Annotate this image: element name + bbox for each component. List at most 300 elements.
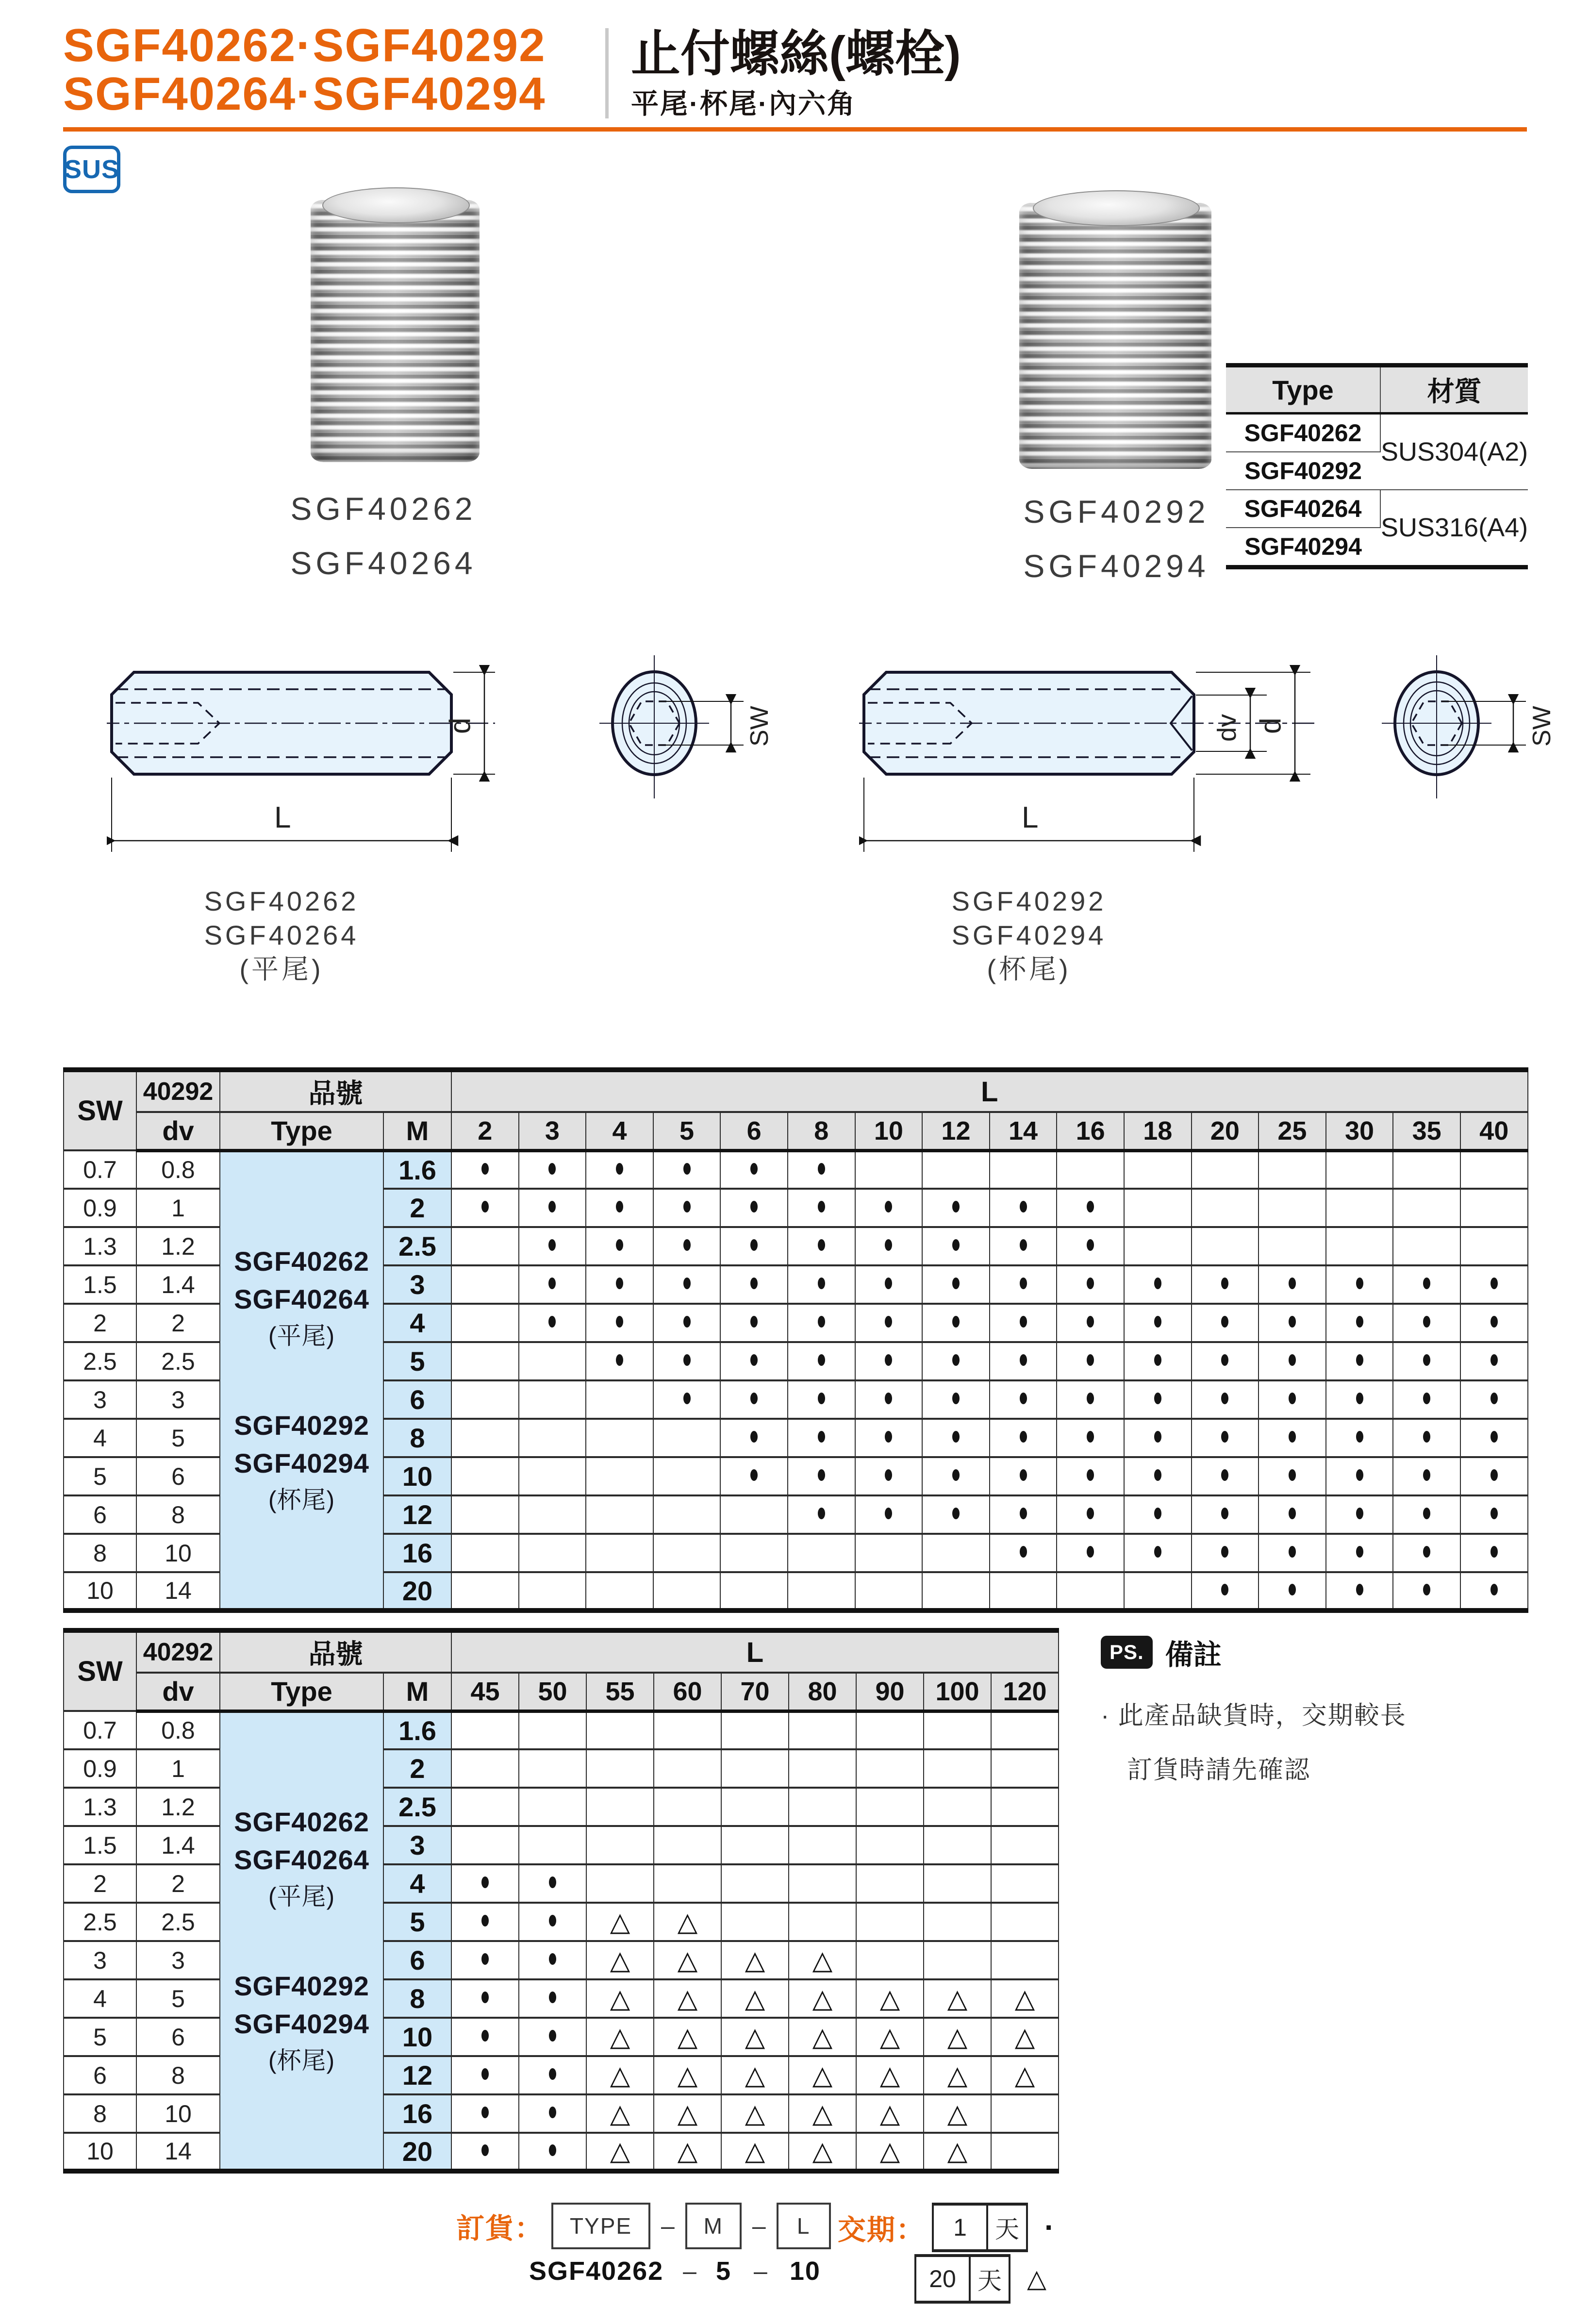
availability-dot: [750, 1201, 758, 1212]
availability-cell: [519, 1304, 586, 1342]
availability-dot: [1020, 1278, 1027, 1289]
availability-cell: [1259, 1534, 1326, 1572]
availability-cell: [1393, 1457, 1460, 1495]
availability-cell: [451, 1495, 519, 1534]
availability-cell: [1460, 1457, 1528, 1495]
col-header-part-no: 品號: [220, 1630, 451, 1673]
availability-dot: [1020, 1354, 1027, 1366]
availability-cell: [519, 1788, 586, 1826]
availability-dot: [885, 1393, 892, 1404]
availability-cell: [789, 1788, 856, 1826]
availability-dot: [1423, 1354, 1430, 1366]
availability-cell: [922, 1342, 990, 1380]
availability-cell: [855, 1534, 923, 1572]
availability-cell: [654, 1864, 721, 1903]
dv-value: 3: [136, 1380, 220, 1419]
availability-cell: [720, 1227, 788, 1265]
availability-cell: [1326, 1227, 1393, 1265]
col-header-length: 20: [1192, 1112, 1259, 1150]
availability-cell: [789, 2056, 856, 2094]
availability-cell: [788, 1380, 855, 1419]
availability-dot: [1020, 1201, 1027, 1212]
availability-cell: [721, 1749, 789, 1788]
availability-dot: [1221, 1508, 1228, 1519]
availability-dot: [1289, 1431, 1296, 1443]
availability-cell: [586, 1265, 653, 1304]
availability-cell: [586, 1749, 654, 1788]
availability-triangle: △: [812, 1944, 833, 1975]
availability-dot: [1289, 1584, 1296, 1595]
availability-dot: [548, 1239, 556, 1251]
availability-dot: [818, 1163, 825, 1175]
availability-cell: [1460, 1495, 1528, 1534]
availability-cell: [720, 1419, 788, 1457]
availability-dot: [1221, 1584, 1228, 1595]
example-type: SGF40262: [529, 2257, 664, 2286]
availability-triangle: △: [1014, 2059, 1035, 2091]
availability-cell: [990, 1227, 1057, 1265]
availability-cell: [1259, 1150, 1326, 1189]
code-line-2: SGF40264·SGF40294: [63, 68, 546, 120]
availability-dot: [750, 1163, 758, 1175]
availability-cell: [451, 1979, 519, 2018]
availability-cell: [991, 1749, 1059, 1788]
availability-cell: [1192, 1265, 1259, 1304]
availability-dot: [885, 1239, 892, 1251]
availability-cell: [720, 1342, 788, 1380]
availability-cell: [855, 1495, 923, 1534]
dv-value: 8: [136, 1495, 220, 1534]
availability-cell: [1192, 1380, 1259, 1419]
availability-triangle: △: [1014, 2021, 1035, 2052]
sus-badge: SUS: [63, 146, 120, 193]
sw-value: 1.5: [64, 1826, 136, 1864]
sw-value: 6: [64, 1495, 136, 1534]
availability-cell: [653, 1304, 721, 1342]
availability-dot: [481, 2030, 489, 2042]
availability-triangle: △: [812, 1983, 833, 2014]
availability-dot: [1423, 1316, 1430, 1328]
availability-dot: [481, 1992, 489, 2003]
availability-cell: [1259, 1457, 1326, 1495]
availability-dot: [616, 1316, 623, 1328]
availability-cell: [990, 1342, 1057, 1380]
availability-dot: [1491, 1393, 1498, 1404]
table-row: [64, 1749, 1059, 1788]
availability-cell: [519, 1941, 586, 1979]
availability-cell: [1460, 1419, 1528, 1457]
availability-cell: [1259, 1419, 1326, 1457]
availability-cell: [855, 1304, 923, 1342]
col-header-length: 18: [1124, 1112, 1192, 1150]
availability-cell: [788, 1495, 855, 1534]
availability-cell: [856, 2133, 924, 2171]
availability-cell: [789, 1903, 856, 1941]
availability-dot: [952, 1508, 960, 1519]
availability-triangle: △: [812, 2021, 833, 2052]
availability-triangle: △: [879, 2021, 900, 2052]
availability-cell: [586, 1495, 653, 1534]
availability-cell: [586, 1304, 653, 1342]
availability-cell: [924, 1788, 991, 1826]
availability-cell: [856, 2056, 924, 2094]
availability-triangle: △: [610, 1944, 630, 1975]
m-value: 2.5: [383, 1788, 451, 1826]
availability-cell: [519, 1457, 586, 1495]
availability-dot: [549, 2030, 556, 2042]
availability-dot: [549, 2107, 556, 2118]
availability-cell: [653, 1227, 721, 1265]
dv-value: 14: [136, 1572, 220, 1610]
availability-cell: [855, 1150, 923, 1189]
availability-dot: [1087, 1316, 1094, 1328]
availability-cell: [1057, 1304, 1124, 1342]
availability-dot: [1221, 1546, 1228, 1558]
availability-dot: [549, 2068, 556, 2080]
m-value: 16: [383, 1534, 451, 1572]
availability-cell: [654, 1711, 721, 1749]
dv-value: 10: [136, 2094, 220, 2133]
m-value: 8: [383, 1979, 451, 2018]
availability-triangle: △: [947, 2136, 968, 2166]
availability-cell: [586, 2094, 654, 2133]
availability-cell: [788, 1304, 855, 1342]
availability-cell: [789, 2133, 856, 2171]
material-value: SUS316(A4): [1380, 490, 1528, 567]
col-header-length: 120: [991, 1673, 1059, 1711]
availability-dot: [885, 1201, 892, 1212]
sw-value: 0.9: [64, 1749, 136, 1788]
availability-cell: [653, 1150, 721, 1189]
availability-dot: [818, 1431, 825, 1443]
availability-cell: [991, 1826, 1059, 1864]
availability-cell: [990, 1380, 1057, 1419]
order-box-l: L: [777, 2203, 831, 2249]
availability-cell: [519, 1534, 586, 1572]
availability-cell: [922, 1150, 990, 1189]
availability-dot: [750, 1431, 758, 1443]
availability-dot: [1491, 1316, 1498, 1328]
availability-cell: [720, 1572, 788, 1610]
dv-value: 1.2: [136, 1788, 220, 1826]
col-header-length: 16: [1057, 1112, 1124, 1150]
availability-cell: [654, 2056, 721, 2094]
m-value: 1.6: [383, 1711, 451, 1749]
availability-cell: [788, 1265, 855, 1304]
availability-cell: [1057, 1189, 1124, 1227]
availability-dot: [1491, 1354, 1498, 1366]
ps-note-line-2: 訂貨時請先確認: [1127, 1756, 1311, 1784]
delivery-days-1: 1: [933, 2204, 987, 2251]
col-header-dv: dv: [136, 1112, 220, 1150]
availability-cell: [653, 1265, 721, 1304]
col-header-length: 50: [519, 1673, 586, 1711]
availability-dot: [750, 1393, 758, 1404]
availability-dot: [616, 1239, 623, 1251]
m-value: 2.5: [383, 1227, 451, 1265]
availability-dot: [481, 1915, 489, 1926]
availability-cell: [451, 1941, 519, 1979]
availability-cell: [586, 1826, 654, 1864]
availability-cell: [586, 1941, 654, 1979]
availability-dot: [1289, 1393, 1296, 1404]
availability-dot: [1087, 1201, 1094, 1212]
availability-cell: [856, 2094, 924, 2133]
delivery-label: 交期：: [838, 2214, 926, 2246]
availability-cell: [451, 1534, 519, 1572]
dim-label-SW: SW: [1528, 706, 1556, 747]
availability-dot: [683, 1239, 691, 1251]
availability-cell: [855, 1572, 923, 1610]
sw-value: 3: [64, 1380, 136, 1419]
availability-cell: [720, 1380, 788, 1419]
col-header-sw: SW: [64, 1630, 136, 1711]
availability-cell: [451, 1189, 519, 1227]
availability-cell: [788, 1189, 855, 1227]
availability-cell: [451, 1903, 519, 1941]
availability-dot: [548, 1316, 556, 1328]
availability-cell: [451, 2094, 519, 2133]
availability-cell: [788, 1227, 855, 1265]
availability-dot: [548, 1163, 556, 1175]
availability-cell: [922, 1189, 990, 1227]
availability-cell: [654, 1826, 721, 1864]
col-header-length: 70: [721, 1673, 789, 1711]
availability-cell: [1259, 1572, 1326, 1610]
availability-cell: [1393, 1150, 1460, 1189]
m-value: 12: [383, 1495, 451, 1534]
ps-note-header: [1101, 1632, 1222, 1673]
col-header-length: 5: [653, 1112, 721, 1150]
availability-cell: [922, 1304, 990, 1342]
availability-cell: [1057, 1419, 1124, 1457]
availability-dot: [1423, 1431, 1430, 1443]
table-row: [64, 2018, 1059, 2056]
availability-dot: [885, 1431, 892, 1443]
col-header-length: 2: [451, 1112, 519, 1150]
availability-triangle: △: [610, 1983, 630, 2014]
availability-cell: [1057, 1342, 1124, 1380]
availability-cell: [991, 1788, 1059, 1826]
availability-cell: [586, 2133, 654, 2171]
availability-cell: [519, 1189, 586, 1227]
availability-cell: [1393, 1227, 1460, 1265]
availability-dot: [1221, 1354, 1228, 1366]
availability-cell: [1192, 1189, 1259, 1227]
m-value: 5: [383, 1342, 451, 1380]
availability-dot: [481, 1201, 489, 1212]
availability-cell: [1326, 1495, 1393, 1534]
photo-label-left-2: SGF40264: [290, 545, 477, 581]
availability-triangle: △: [947, 2059, 968, 2091]
material-value: SUS304(A2): [1380, 414, 1528, 490]
availability-cell: [720, 1534, 788, 1572]
availability-triangle: △: [745, 2021, 765, 2052]
availability-dot: [1356, 1469, 1363, 1481]
availability-cell: [924, 1749, 991, 1788]
table-row: [64, 1864, 1059, 1903]
availability-dot: [1491, 1469, 1498, 1481]
availability-dot: [549, 1876, 556, 1888]
availability-dot: [1356, 1508, 1363, 1519]
availability-cell: [991, 1864, 1059, 1903]
photo-label-left-1: SGF40262: [290, 491, 477, 527]
availability-cell: [855, 1227, 923, 1265]
availability-dot: [1221, 1469, 1228, 1481]
availability-cell: [788, 1572, 855, 1610]
availability-cell: [721, 1864, 789, 1903]
example-m: 5: [715, 2257, 732, 2286]
availability-cell: [855, 1457, 923, 1495]
availability-cell: [1460, 1342, 1528, 1380]
spec-table-short-lengths: [63, 1067, 1528, 1613]
delivery-unit-2: 天: [970, 2256, 1010, 2302]
availability-cell: [788, 1534, 855, 1572]
availability-cell: [924, 2018, 991, 2056]
availability-cell: [1057, 1534, 1124, 1572]
availability-cell: [924, 1864, 991, 1903]
col-header-length: 55: [586, 1673, 654, 1711]
availability-cell: [451, 1864, 519, 1903]
availability-cell: [1326, 1534, 1393, 1572]
availability-cell: [789, 2018, 856, 2056]
availability-cell: [586, 1864, 654, 1903]
availability-cell: [924, 1903, 991, 1941]
availability-cell: [654, 1979, 721, 2018]
availability-cell: [586, 1419, 653, 1457]
availability-dot: [750, 1278, 758, 1289]
availability-dot: [1423, 1584, 1430, 1595]
availability-cell: [856, 1864, 924, 1903]
availability-dot: [1087, 1469, 1094, 1481]
col-header-length: 60: [654, 1673, 721, 1711]
accent-rule: [63, 127, 1527, 132]
product-photo-flat-point: [311, 200, 480, 462]
availability-dot: [1020, 1546, 1027, 1558]
availability-cell: [720, 1265, 788, 1304]
availability-cell: [519, 2018, 586, 2056]
availability-dot: [818, 1354, 825, 1366]
availability-cell: [789, 1749, 856, 1788]
availability-dot: [818, 1239, 825, 1251]
drawing-label-right-3: (杯尾): [987, 954, 1071, 984]
availability-cell: [1393, 1572, 1460, 1610]
availability-cell: [922, 1534, 990, 1572]
col-header-model: 40292: [136, 1070, 220, 1112]
col-header-length: 90: [856, 1673, 924, 1711]
availability-cell: [519, 1979, 586, 2018]
col-header-length: 30: [1326, 1112, 1393, 1150]
availability-triangle: △: [812, 2098, 833, 2129]
availability-cell: [1393, 1265, 1460, 1304]
availability-cell: [654, 2094, 721, 2133]
table-row: [64, 1826, 1059, 1864]
availability-cell: [586, 1189, 653, 1227]
availability-cell: [922, 1227, 990, 1265]
availability-cell: [1124, 1265, 1192, 1304]
availability-dot: [750, 1354, 758, 1366]
availability-cell: [922, 1265, 990, 1304]
col-header-type: Type: [220, 1112, 383, 1150]
availability-dot: [481, 1953, 489, 1965]
availability-cell: [1057, 1380, 1124, 1419]
col-header-length: 80: [789, 1673, 856, 1711]
availability-cell: [1393, 1419, 1460, 1457]
availability-dot: [683, 1163, 691, 1175]
availability-cell: [990, 1150, 1057, 1189]
availability-triangle: △: [745, 2136, 765, 2166]
table-row: [1226, 414, 1528, 452]
availability-cell: [922, 1572, 990, 1610]
dim-label-d: d: [1254, 717, 1287, 734]
col-header-length: 10: [855, 1112, 923, 1150]
availability-dot: [1020, 1431, 1027, 1443]
availability-cell: [721, 1788, 789, 1826]
availability-triangle: △: [677, 2021, 698, 2052]
availability-cell: [1192, 1534, 1259, 1572]
availability-cell: [451, 1419, 519, 1457]
availability-dot: [1087, 1239, 1094, 1251]
dim-label-d: d: [444, 717, 476, 734]
dv-value: 5: [136, 1419, 220, 1457]
availability-cell: [519, 1419, 586, 1457]
availability-cell: [653, 1189, 721, 1227]
availability-cell: [1326, 1304, 1393, 1342]
availability-dot: [1154, 1278, 1161, 1289]
table-row: [64, 1941, 1059, 1979]
availability-cell: [586, 1380, 653, 1419]
availability-cell: [721, 2133, 789, 2171]
availability-cell: [990, 1534, 1057, 1572]
availability-cell: [856, 1979, 924, 2018]
m-value: 3: [383, 1265, 451, 1304]
availability-triangle: △: [677, 1906, 698, 1937]
availability-cell: [519, 1227, 586, 1265]
dv-value: 1: [136, 1749, 220, 1788]
availability-cell: [788, 1342, 855, 1380]
type-cell: SGF40262 SGF40264 (平尾) SGF40292 SGF40294 (杯尾): [220, 1711, 383, 2171]
drawing-label-right: [903, 884, 1155, 986]
availability-cell: [1192, 1150, 1259, 1189]
sw-value: 2.5: [64, 1903, 136, 1941]
availability-cell: [924, 1711, 991, 1749]
availability-cell: [1460, 1265, 1528, 1304]
dim-label-SW: SW: [745, 706, 774, 747]
availability-cell: [519, 1380, 586, 1419]
m-value: 6: [383, 1380, 451, 1419]
code-line-1: SGF40262·SGF40292: [63, 19, 546, 71]
availability-cell: [586, 1227, 653, 1265]
availability-dot: [1289, 1354, 1296, 1366]
sw-value: 4: [64, 1979, 136, 2018]
order-example-row: [529, 2256, 821, 2286]
availability-cell: [1326, 1380, 1393, 1419]
availability-dot: [1491, 1584, 1498, 1595]
availability-triangle: △: [610, 2136, 630, 2166]
availability-dot: [952, 1316, 960, 1328]
availability-dot: [818, 1393, 825, 1404]
col-header-length: 6: [720, 1112, 788, 1150]
availability-cell: [789, 1864, 856, 1903]
table-row: [1226, 490, 1528, 528]
availability-cell: [856, 1903, 924, 1941]
order-label: 訂貨：: [456, 2213, 544, 2244]
sw-value: 0.9: [64, 1189, 136, 1227]
photo-label-right-2: SGF40294: [1023, 548, 1209, 584]
availability-cell: [1057, 1150, 1124, 1189]
availability-dot: [885, 1316, 892, 1328]
availability-cell: [653, 1534, 721, 1572]
